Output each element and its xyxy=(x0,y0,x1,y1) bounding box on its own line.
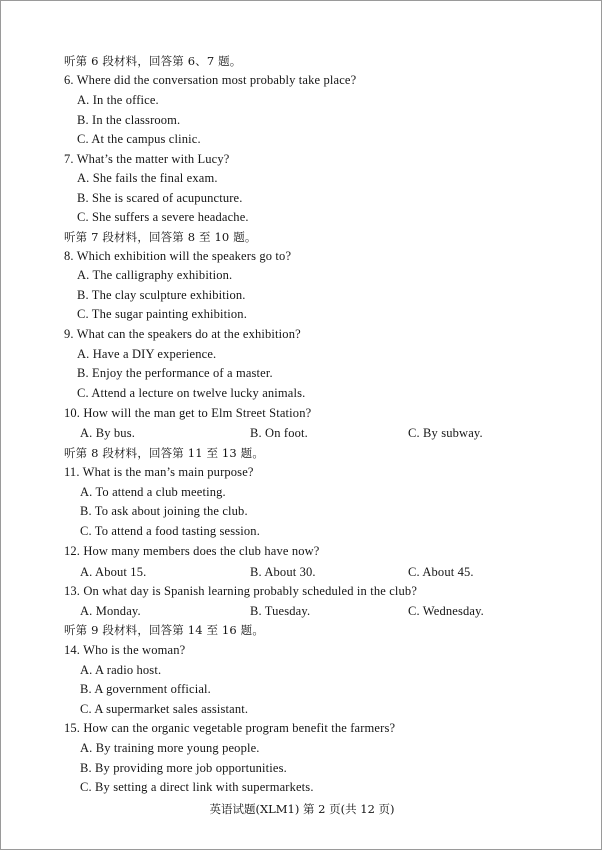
question-15-stem: 15. How can the organic vegetable program benefit the farmers? xyxy=(64,721,396,735)
section-6-instruction: 听第 6 段材料，回答第 6、7 题。 xyxy=(64,54,242,68)
question-13-option-b: B. Tuesday. xyxy=(250,604,311,618)
question-6-option-c: C. At the campus clinic. xyxy=(77,132,201,146)
section-9-instruction: 听第 9 段材料，回答第 14 至 16 题。 xyxy=(64,623,264,637)
question-6-stem: 6. Where did the conversation most probably take place? xyxy=(64,73,357,87)
question-9-option-b: B. Enjoy the performance of a master. xyxy=(77,366,273,380)
question-13-option-c: C. Wednesday. xyxy=(408,604,484,618)
section-8-instruction: 听第 8 段材料，回答第 11 至 13 题。 xyxy=(64,446,264,460)
question-11-option-c: C. To attend a food tasting session. xyxy=(80,524,260,538)
question-10-stem: 10. How will the man get to Elm Street Station? xyxy=(64,406,312,420)
question-14-option-c: C. A supermarket sales assistant. xyxy=(80,702,249,716)
question-11-option-b: B. To ask about joining the club. xyxy=(80,504,248,518)
question-12-option-c: C. About 45. xyxy=(408,565,474,579)
question-6-option-a: A. In the office. xyxy=(77,93,159,107)
question-7-option-a: A. She fails the final exam. xyxy=(77,171,218,185)
question-9-option-c: C. Attend a lecture on twelve lucky animals. xyxy=(77,386,306,400)
question-7-stem: 7. What’s the matter with Lucy? xyxy=(64,152,230,166)
question-14-option-a: A. A radio host. xyxy=(80,663,162,677)
question-13-option-a: A. Monday. xyxy=(80,604,141,618)
question-11-stem: 11. What is the man’s main purpose? xyxy=(64,465,254,479)
question-14-option-b: B. A government official. xyxy=(80,682,211,696)
page-footer: 英语试题(XLM1) 第 2 页(共 12 页) xyxy=(209,802,395,816)
question-8-option-b: B. The clay sculpture exhibition. xyxy=(77,288,246,302)
question-10-option-a: A. By bus. xyxy=(80,426,135,440)
question-15-option-b: B. By providing more job opportunities. xyxy=(80,761,287,775)
question-7-option-b: B. She is scared of acupuncture. xyxy=(77,191,243,205)
question-8-stem: 8. Which exhibition will the speakers go to? xyxy=(64,249,292,263)
question-15-option-a: A. By training more young people. xyxy=(80,741,260,755)
question-9-option-a: A. Have a DIY experience. xyxy=(77,347,217,361)
question-15-option-c: C. By setting a direct link with supermarkets. xyxy=(80,780,314,794)
question-11-option-a: A. To attend a club meeting. xyxy=(80,485,226,499)
question-12-option-b: B. About 30. xyxy=(250,565,316,579)
section-7-instruction: 听第 7 段材料，回答第 8 至 10 题。 xyxy=(64,230,257,244)
question-8-option-c: C. The sugar painting exhibition. xyxy=(77,307,247,321)
question-10-option-c: C. By subway. xyxy=(408,426,483,440)
question-6-option-b: B. In the classroom. xyxy=(77,113,181,127)
question-12-option-a: A. About 15. xyxy=(80,565,147,579)
question-9-stem: 9. What can the speakers do at the exhibition? xyxy=(64,327,301,341)
question-7-option-c: C. She suffers a severe headache. xyxy=(77,210,249,224)
question-13-stem: 13. On what day is Spanish learning probably scheduled in the club? xyxy=(64,584,418,598)
question-14-stem: 14. Who is the woman? xyxy=(64,643,186,657)
question-10-option-b: B. On foot. xyxy=(250,426,308,440)
question-12-stem: 12. How many members does the club have now? xyxy=(64,544,320,558)
question-8-option-a: A. The calligraphy exhibition. xyxy=(77,268,233,282)
